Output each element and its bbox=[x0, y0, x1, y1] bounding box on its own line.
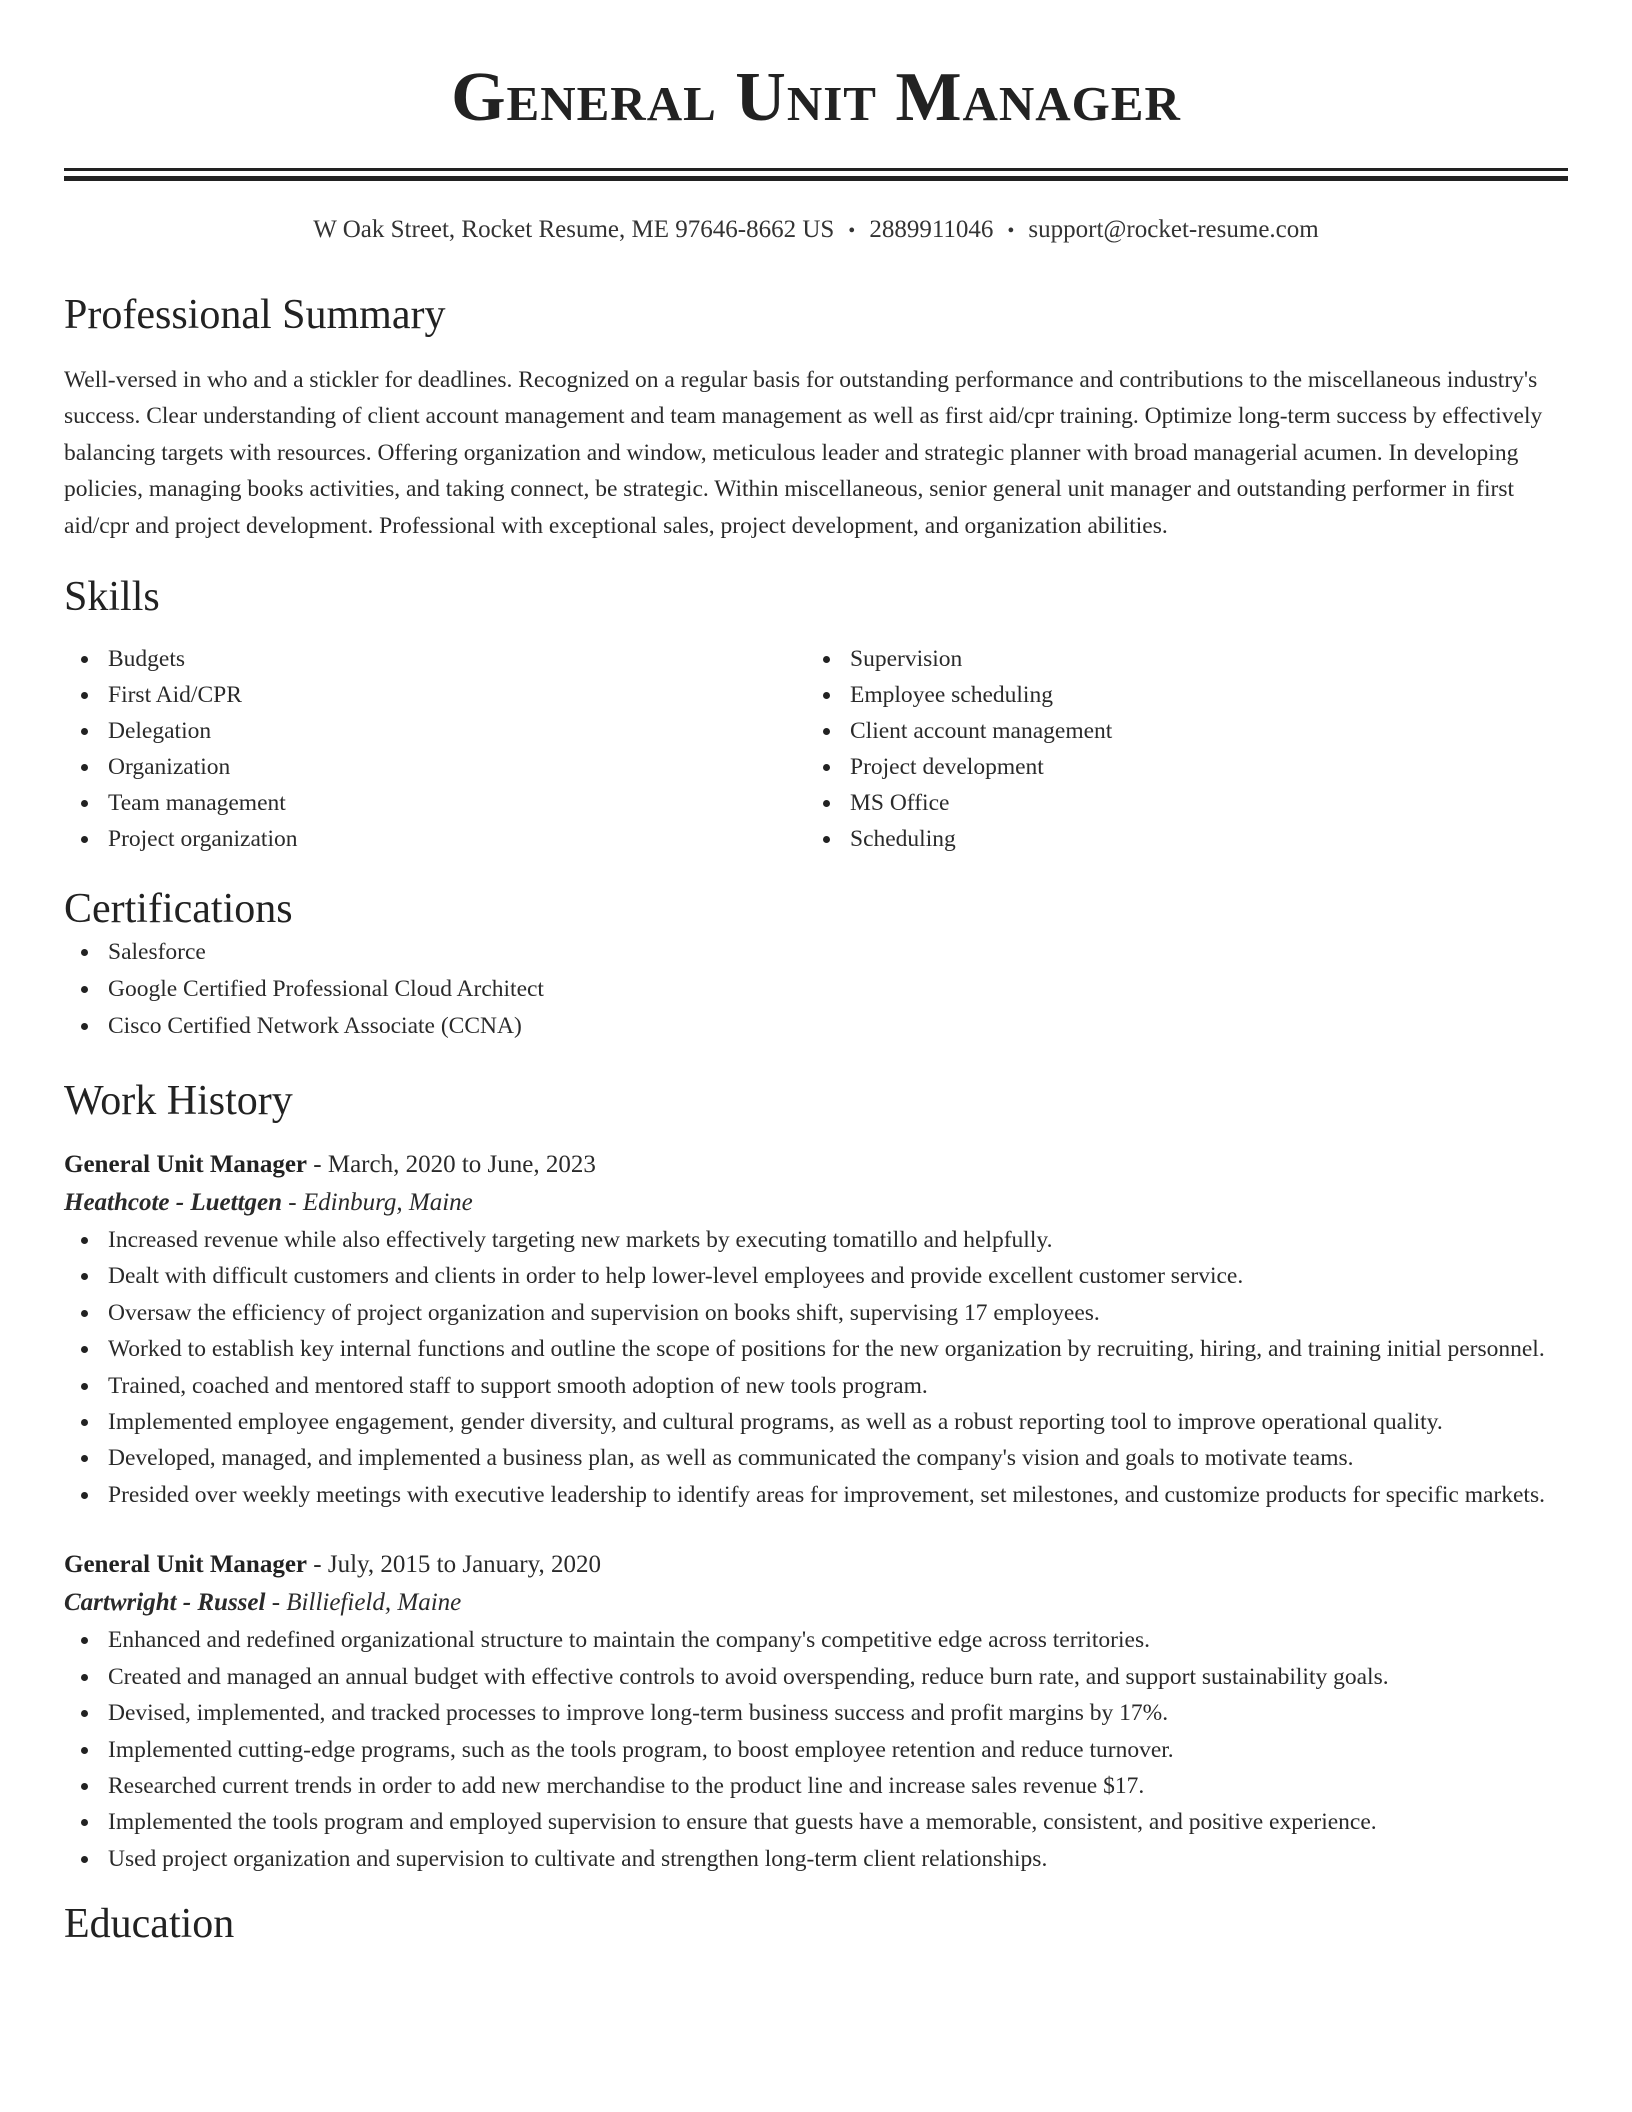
duty-item: Increased revenue while also effectively targeting new markets by executing tomatillo and helpfully. bbox=[64, 1222, 1568, 1258]
job-location: - Billiefield, Maine bbox=[271, 1589, 462, 1617]
job-heading bbox=[64, 1546, 1568, 1584]
duty-item: Dealt with difficult customers and clients in order to help lower-level employees and provide excellent customer service. bbox=[64, 1258, 1568, 1294]
duty-item: Used project organization and supervision to cultivate and strengthen long-term client relationships. bbox=[64, 1841, 1568, 1877]
contact-email: support@rocket-resume.com bbox=[1028, 216, 1319, 243]
contact-separator: • bbox=[1007, 220, 1015, 242]
duty-item: Presided over weekly meetings with executive leadership to identify areas for improvement, set milestones, and customize products for specific markets. bbox=[64, 1477, 1568, 1513]
skill-item: Scheduling bbox=[806, 821, 1548, 857]
skill-item: Project organization bbox=[64, 821, 806, 857]
duty-item: Devised, implemented, and tracked processes to improve long-term business success and profit margins by 17%. bbox=[64, 1695, 1568, 1731]
header-rule-thick bbox=[64, 176, 1568, 181]
contact-phone: 2889911046 bbox=[869, 216, 994, 243]
certifications-list bbox=[64, 934, 1568, 1045]
duty-item: Worked to establish key internal functions and outline the scope of positions for the new organization by recruiting, hiring, and training initial personnel. bbox=[64, 1331, 1568, 1367]
job-duties-list bbox=[64, 1622, 1568, 1877]
certification-item: Google Certified Professional Cloud Architect bbox=[64, 971, 1568, 1008]
certification-item: Cisco Certified Network Associate (CCNA) bbox=[64, 1008, 1568, 1045]
duty-item: Implemented employee engagement, gender diversity, and cultural programs, as well as a robust reporting tool to improve operational quality. bbox=[64, 1404, 1568, 1440]
contact-line bbox=[64, 215, 1568, 246]
skill-item: Delegation bbox=[64, 713, 806, 749]
duty-item: Developed, managed, and implemented a business plan, as well as communicated the company's vision and goals to motivate teams. bbox=[64, 1440, 1568, 1476]
skill-item: Project development bbox=[806, 749, 1548, 785]
resume-name: General Unit Manager bbox=[451, 59, 1181, 136]
skill-item: Employee scheduling bbox=[806, 677, 1548, 713]
skill-item: Budgets bbox=[64, 641, 806, 677]
job-title: General Unit Manager bbox=[64, 1151, 308, 1179]
contact-address: W Oak Street, Rocket Resume, ME 97646-8662 US bbox=[313, 216, 835, 243]
summary-text: Well-versed in who and a stickler for deadlines. Recognized on a regular basis for outstanding performance and contributions to the miscellaneous industry's success. Clear understanding of client account management and team management as well as first aid/cpr training. Optimize long-term success by effectively balancing targets with resources. Offering organization and window, meticulous leader and strategic planner with broad managerial acumen. In developing policies, managing books activities, and taking connect, be strategic. Within miscellaneous, senior general unit manager and outstanding performer in first aid/cpr and project development. Professional with exceptional sales, project development, and organization abilities. bbox=[64, 367, 1543, 539]
job-duties-list bbox=[64, 1222, 1568, 1513]
job-dates: - March, 2020 to June, 2023 bbox=[313, 1151, 596, 1179]
duty-item: Oversaw the efficiency of project organization and supervision on books shift, supervising 17 employees. bbox=[64, 1295, 1568, 1331]
duty-item: Implemented the tools program and employed supervision to ensure that guests have a memorable, consistent, and positive experience. bbox=[64, 1804, 1568, 1840]
job-company: Cartwright - Russel bbox=[64, 1589, 266, 1617]
job-heading bbox=[64, 1146, 1568, 1184]
skill-item: Supervision bbox=[806, 641, 1548, 677]
skill-item: Team management bbox=[64, 785, 806, 821]
job-location: - Edinburg, Maine bbox=[288, 1189, 473, 1217]
section-title-work-history: Work History bbox=[64, 1078, 293, 1125]
job-title: General Unit Manager bbox=[64, 1551, 308, 1579]
job-company: Heathcote - Luettgen bbox=[64, 1189, 283, 1217]
section-title-certifications: Certifications bbox=[64, 886, 293, 933]
skills-columns bbox=[64, 641, 1568, 857]
job-company-line bbox=[64, 1584, 1568, 1622]
header-rule bbox=[64, 168, 1568, 171]
section-title-summary: Professional Summary bbox=[64, 292, 446, 338]
duty-item: Implemented cutting-edge programs, such as the tools program, to boost employee retention and reduce turnover. bbox=[64, 1732, 1568, 1768]
section-title-skills: Skills bbox=[64, 574, 160, 621]
skills-list-right bbox=[806, 641, 1548, 857]
job-company-line bbox=[64, 1184, 1568, 1222]
duty-item: Created and managed an annual budget with effective controls to avoid overspending, reduce burn rate, and support sustainability goals. bbox=[64, 1659, 1568, 1695]
duty-item: Researched current trends in order to add new merchandise to the product line and increase sales revenue $17. bbox=[64, 1768, 1568, 1804]
skill-item: Organization bbox=[64, 749, 806, 785]
duty-item: Enhanced and redefined organizational structure to maintain the company's competitive edge across territories. bbox=[64, 1622, 1568, 1658]
skills-list-left bbox=[64, 641, 806, 857]
job-dates: - July, 2015 to January, 2020 bbox=[313, 1551, 601, 1579]
contact-separator: • bbox=[848, 220, 856, 242]
skill-item: First Aid/CPR bbox=[64, 677, 806, 713]
skill-item: MS Office bbox=[806, 785, 1548, 821]
skill-item: Client account management bbox=[806, 713, 1548, 749]
certification-item: Salesforce bbox=[64, 934, 1568, 971]
section-title-education: Education bbox=[64, 1901, 235, 1948]
duty-item: Trained, coached and mentored staff to support smooth adoption of new tools program. bbox=[64, 1368, 1568, 1404]
